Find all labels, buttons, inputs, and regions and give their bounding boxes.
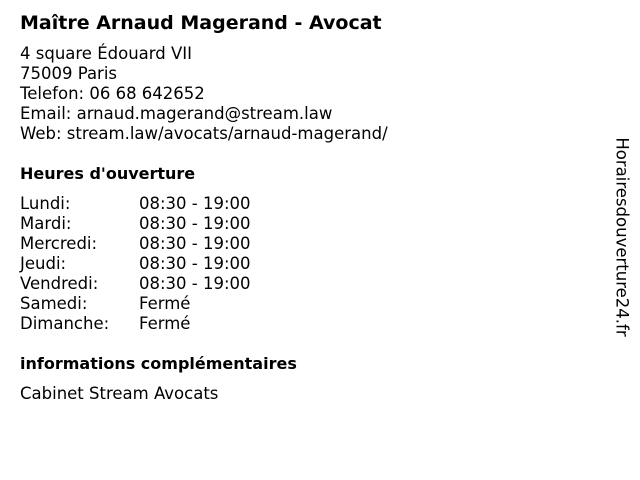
- hours-row-tuesday: [20, 214, 251, 234]
- hours-row-sunday: [20, 314, 251, 334]
- email-line: Email: arnaud.magerand@stream.law: [20, 104, 333, 123]
- day-label: Dimanche:: [20, 314, 110, 333]
- hours-heading: Heures d'ouverture: [20, 164, 196, 183]
- hours-row-saturday: [20, 294, 251, 314]
- hours-row-monday: [20, 194, 251, 214]
- day-hours: 08:30 - 19:00: [139, 214, 251, 233]
- hours-row-wednesday: [20, 234, 251, 254]
- day-hours: 08:30 - 19:00: [139, 274, 251, 293]
- day-label: Lundi:: [20, 194, 71, 213]
- contact-block: [20, 44, 388, 144]
- info-text: Cabinet Stream Avocats: [20, 384, 219, 403]
- address-city: 75009 Paris: [20, 64, 118, 83]
- web-line: Web: stream.law/avocats/arnaud-magerand/: [20, 124, 388, 143]
- day-label: Vendredi:: [20, 274, 99, 293]
- address-street: 4 square Édouard VII: [20, 44, 192, 63]
- day-hours: 08:30 - 19:00: [139, 234, 251, 253]
- opening-hours-table: [20, 194, 251, 334]
- hours-row-thursday: [20, 254, 251, 274]
- day-hours: Fermé: [139, 294, 191, 313]
- day-hours: 08:30 - 19:00: [139, 254, 251, 273]
- info-heading: informations complémentaires: [20, 354, 297, 373]
- day-label: Samedi:: [20, 294, 88, 313]
- day-label: Mardi:: [20, 214, 72, 233]
- day-label: Mercredi:: [20, 234, 98, 253]
- phone-line: Telefon: 06 68 642652: [20, 84, 205, 103]
- day-hours: 08:30 - 19:00: [139, 194, 251, 213]
- day-hours: Fermé: [139, 314, 191, 333]
- page-title: Maître Arnaud Magerand - Avocat: [20, 12, 382, 34]
- watermark-text: Horairesdouverture24.fr: [612, 137, 632, 337]
- hours-row-friday: [20, 274, 251, 294]
- day-label: Jeudi:: [20, 254, 67, 273]
